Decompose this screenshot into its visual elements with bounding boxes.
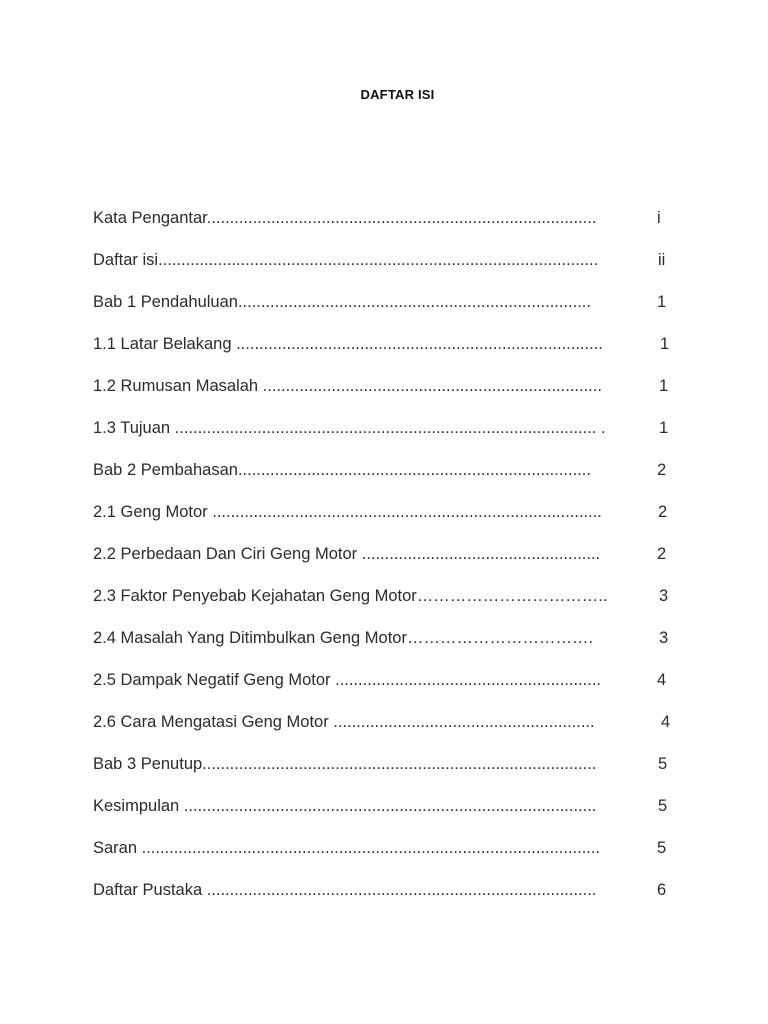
toc-entry-text: 2.2 Perbedaan Dan Ciri Geng Motor ....................................................: [93, 545, 601, 563]
toc-entry-text: Bab 1 Pendahuluan.............................................................................: [93, 293, 591, 311]
toc-entry: [93, 753, 673, 795]
toc-entry: [93, 837, 673, 879]
toc-entry: [93, 879, 673, 921]
toc-entry-page: 6: [657, 881, 667, 899]
toc-entry-page: 1: [659, 377, 669, 395]
toc-entry-text: Bab 2 Pembahasan.............................................................................: [93, 461, 591, 479]
toc-entry-text: Kata Pengantar.....................................................................................: [93, 209, 597, 227]
toc-entry-text: 2.3 Faktor Penyebab Kejahatan Geng Motor……………………………..: [93, 587, 608, 605]
toc-entry-page: 1: [660, 335, 670, 353]
toc-entry: [93, 795, 673, 837]
toc-entry-text: 2.1 Geng Motor .....................................................................................: [93, 503, 602, 521]
toc-entry-page: ii: [658, 251, 666, 269]
toc-entry-page: 3: [659, 629, 669, 647]
table-of-contents: [93, 207, 673, 921]
toc-entry: [93, 291, 673, 333]
toc-entry: [93, 627, 673, 669]
toc-entry: [93, 459, 673, 501]
toc-entry-text: Saran ....................................................................................................: [93, 839, 601, 857]
toc-entry-page: 5: [658, 797, 668, 815]
toc-entry-page: 1: [659, 419, 669, 437]
toc-entry-page: 4: [657, 671, 667, 689]
toc-entry: [93, 207, 673, 249]
toc-entry-page: 3: [659, 587, 669, 605]
toc-entry-text: Bab 3 Penutup......................................................................................: [93, 755, 597, 773]
toc-entry: [93, 333, 673, 375]
document-title: DAFTAR ISI: [360, 87, 435, 102]
toc-entry-page: 5: [657, 839, 667, 857]
toc-entry-text: Kesimpulan ..........................................................................................: [93, 797, 597, 815]
toc-entry-page: 5: [658, 755, 668, 773]
toc-entry-page: 2: [658, 503, 668, 521]
toc-entry-page: 1: [657, 293, 667, 311]
toc-entry: [93, 585, 673, 627]
toc-entry-page: 2: [657, 461, 667, 479]
toc-entry-page: 4: [661, 713, 671, 731]
toc-entry-text: Daftar isi................................................................................................: [93, 251, 599, 269]
toc-entry-text: 1.1 Latar Belakang ................................................................................: [93, 335, 603, 353]
toc-entry: [93, 249, 673, 291]
toc-entry-text: Daftar Pustaka .....................................................................................: [93, 881, 597, 899]
toc-entry-text: 1.2 Rumusan Masalah ..........................................................................: [93, 377, 602, 395]
toc-entry-text: 2.4 Masalah Yang Ditimbulkan Geng Motor…………………………….: [93, 629, 594, 647]
toc-entry: [93, 543, 673, 585]
toc-entry: [93, 711, 673, 753]
toc-entry: [93, 375, 673, 417]
toc-entry-page: i: [657, 209, 661, 227]
toc-entry: [93, 669, 673, 711]
toc-entry-text: 2.6 Cara Mengatasi Geng Motor .........................................................: [93, 713, 595, 731]
toc-entry-text: 1.3 Tujuan ............................................................................................ .: [93, 419, 606, 437]
toc-entry-page: 2: [657, 545, 667, 563]
toc-entry-text: 2.5 Dampak Negatif Geng Motor ..........................................................: [93, 671, 602, 689]
toc-entry: [93, 501, 673, 543]
toc-entry: [93, 417, 673, 459]
